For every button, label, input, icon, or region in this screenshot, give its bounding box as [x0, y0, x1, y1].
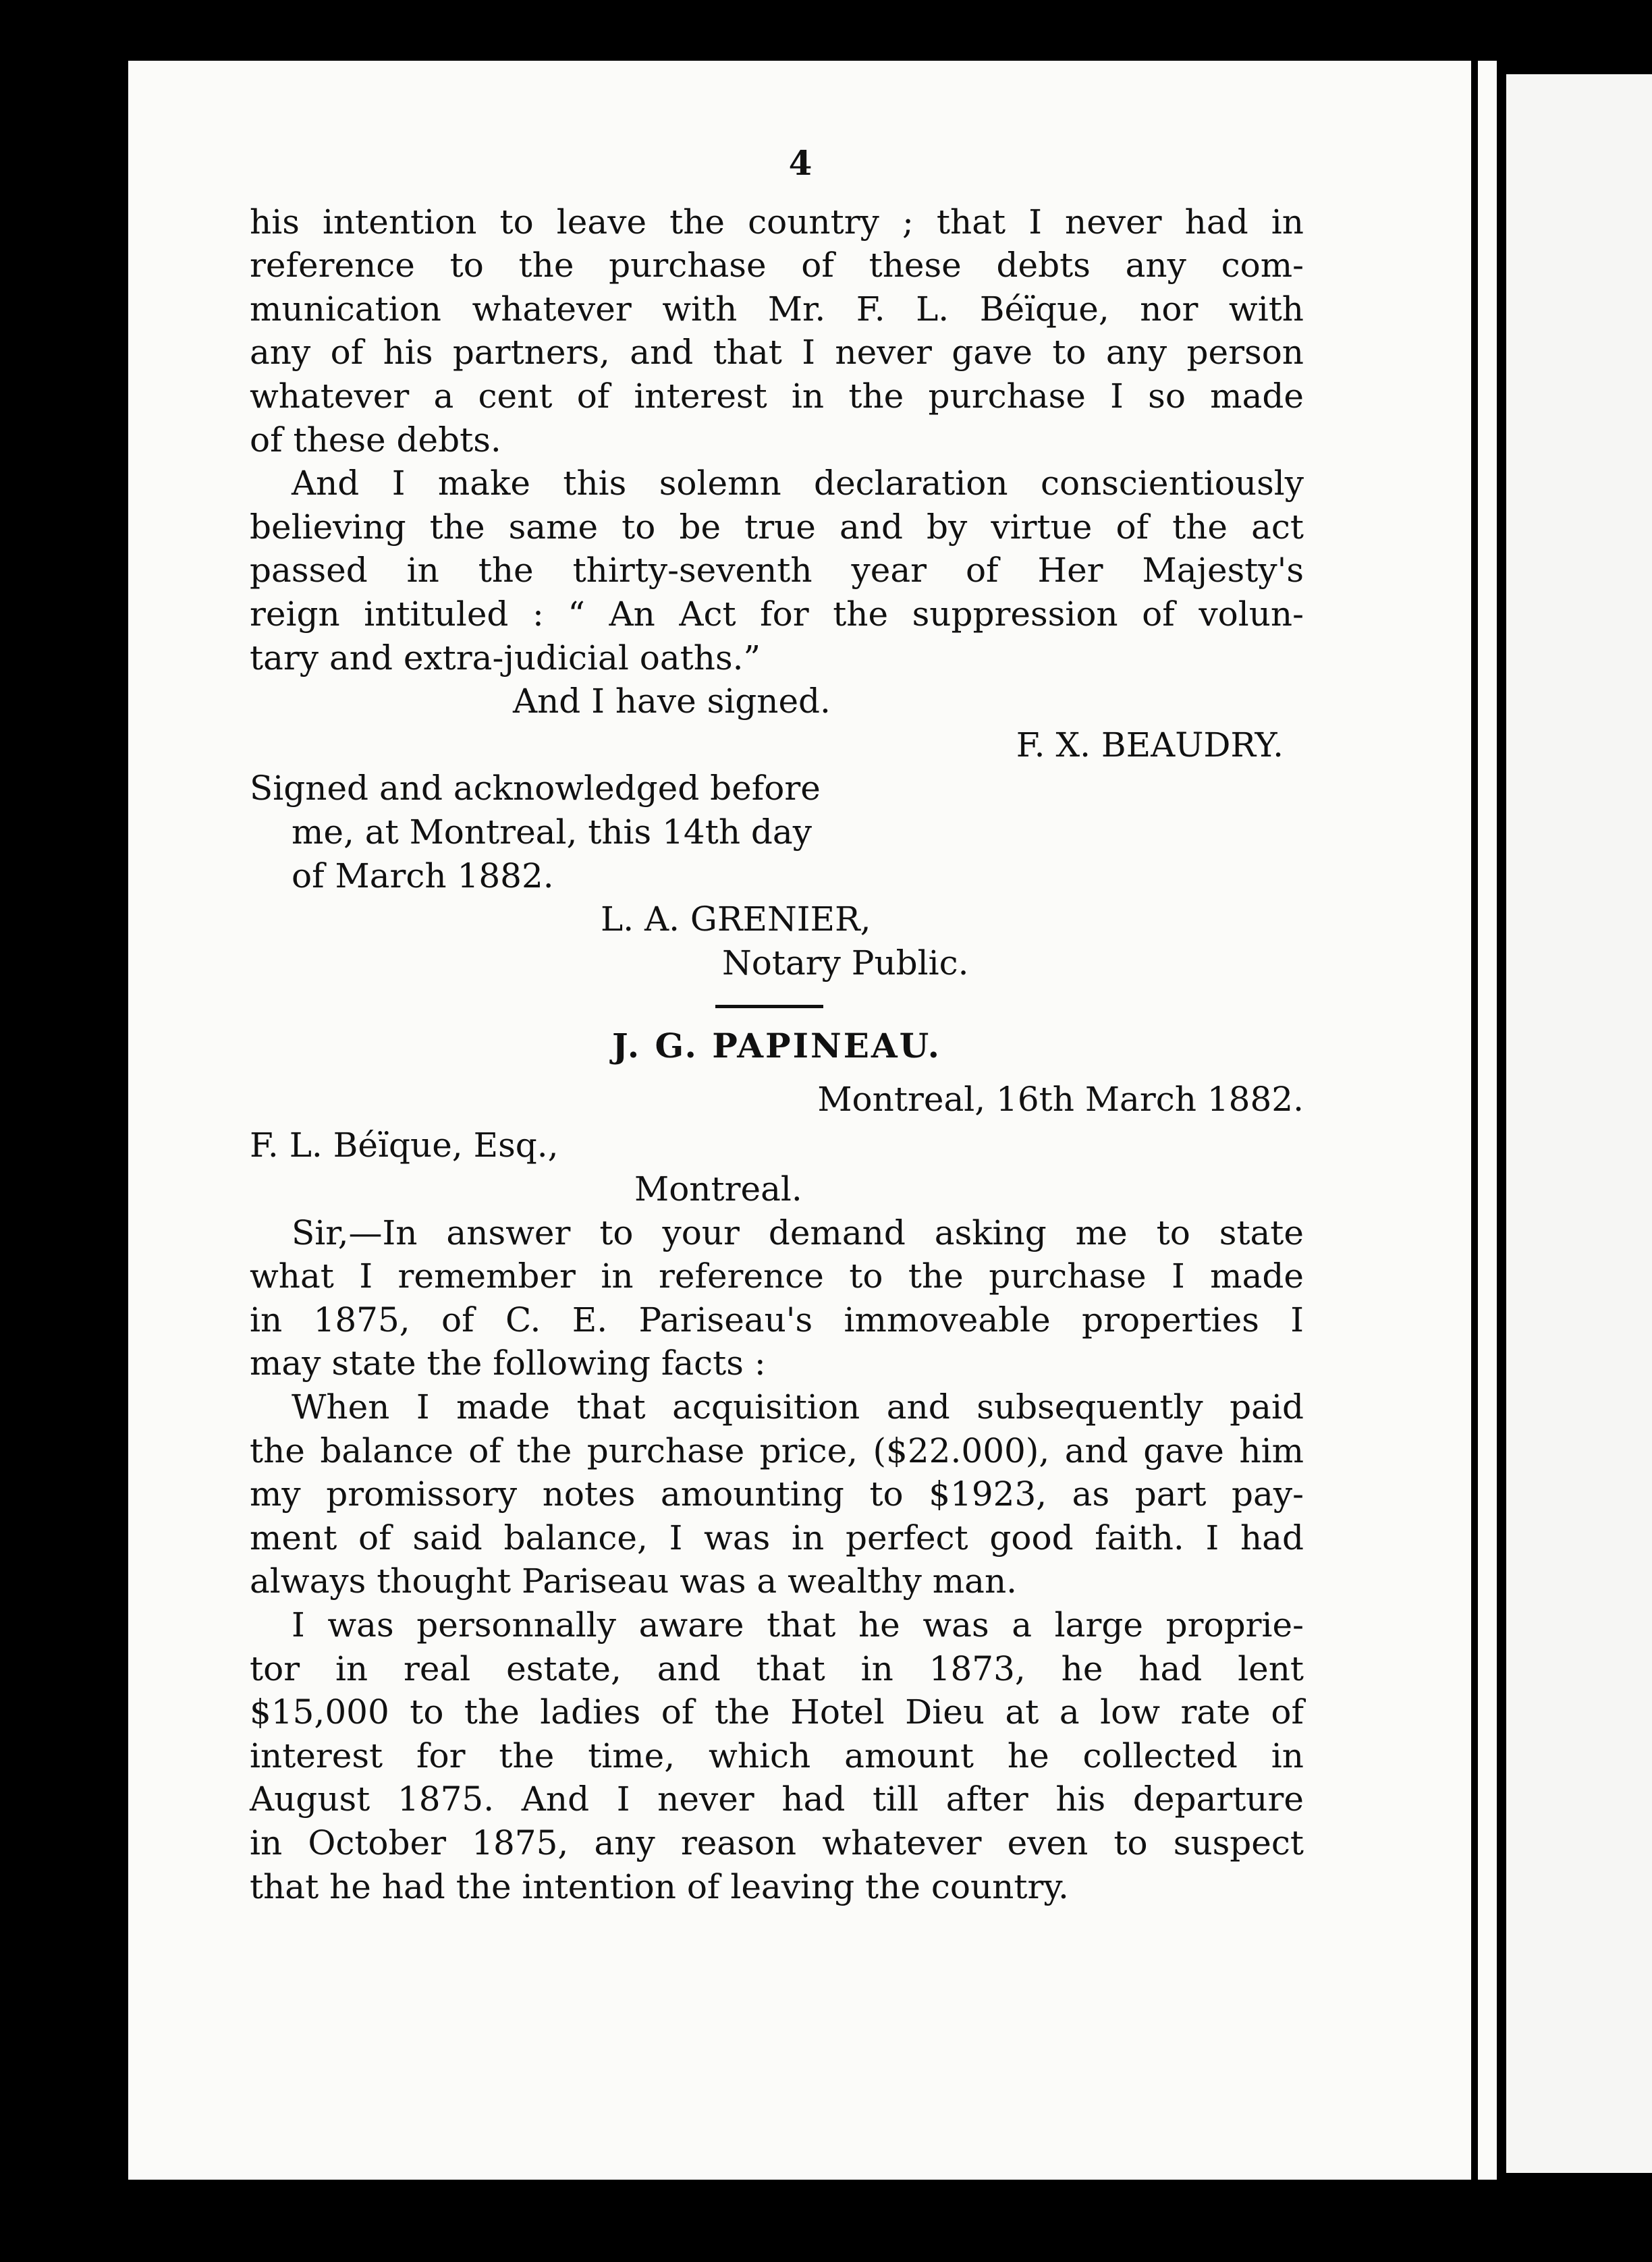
text-line: August 1875. And I never had till after his departure: [250, 1780, 1304, 1819]
signed-statement: And I have signed.: [513, 682, 831, 721]
page-text: [250, 142, 1304, 1908]
text-line: tor in real estate, and that in 1873, he had lent: [250, 1649, 1304, 1688]
page-number: 4: [788, 143, 813, 183]
text-line: reign intituled : “ An Act for the suppression of volun-: [250, 594, 1304, 634]
text-line: $15,000 to the ladies of the Hotel Dieu at a low rate of: [250, 1692, 1304, 1732]
text-line: may state the following facts :: [250, 1344, 766, 1383]
paragraph-2: [250, 462, 1304, 680]
notary-title: Notary Public.: [722, 943, 969, 983]
text-line: ment of said balance, I was in perfect good faith. I had: [250, 1518, 1304, 1557]
text-line: whatever a cent of interest in the purchase I so made: [250, 376, 1304, 416]
adjacent-page: [1506, 74, 1652, 2173]
letter-date: Montreal, 16th March 1882.: [817, 1079, 1304, 1119]
acknowledgement-line: me, at Montreal, this 14th day: [292, 812, 812, 852]
acknowledgement-line: of March 1882.: [292, 856, 554, 895]
text-line: his intention to leave the country ; that I never had in: [250, 202, 1304, 242]
document-page: [128, 61, 1471, 2180]
addressee-city: Montreal.: [634, 1169, 802, 1209]
text-line: Sir,—In answer to your demand asking me to state: [292, 1213, 1304, 1252]
text-line: When I made that acquisition and subsequently paid: [292, 1387, 1304, 1427]
text-line: what I remember in reference to the purchase I made: [250, 1257, 1304, 1296]
text-line: passed in the thirty-seventh year of Her Majesty's: [250, 551, 1304, 590]
text-line: believing the same to be true and by virtue of the act: [250, 507, 1304, 547]
text-line: interest for the time, which amount he collected in: [250, 1736, 1304, 1775]
page-edge: [1478, 61, 1497, 2180]
text-line: my promissory notes amounting to $1923, as part pay-: [250, 1474, 1304, 1514]
text-line: the balance of the purchase price, ($22.000), and gave him: [250, 1431, 1304, 1470]
text-line: reference to the purchase of these debts any com-: [250, 246, 1304, 285]
text-line: I was personnally aware that he was a large proprie-: [292, 1605, 1304, 1645]
section-heading: J. G. PAPINEAU.: [611, 1026, 942, 1066]
addressee-name: F. L. Béïque, Esq.,: [250, 1126, 559, 1165]
signature-beaudry: F. X. BEAUDRY.: [1016, 725, 1284, 765]
section-divider: [715, 1005, 823, 1008]
paragraph-1: [250, 200, 1304, 462]
text-line: that he had the intention of leaving the country.: [250, 1867, 1069, 1906]
notary-name: L. A. GRENIER,: [601, 900, 871, 939]
text-line: in 1875, of C. E. Pariseau's immoveable properties I: [250, 1300, 1304, 1340]
paragraph-4: [250, 1385, 1304, 1603]
text-line: tary and extra-judicial oaths.”: [250, 638, 761, 678]
text-line: always thought Pariseau was a wealthy man.: [250, 1562, 1018, 1601]
text-line: in October 1875, any reason whatever even to suspect: [250, 1823, 1304, 1863]
acknowledgement-line: Signed and acknowledged before: [250, 769, 821, 808]
text-line: any of his partners, and that I never gave to any person: [250, 333, 1304, 373]
text-line: munication whatever with Mr. F. L. Béïque, nor with: [250, 289, 1304, 329]
paragraph-3: [250, 1211, 1304, 1385]
text-line: And I make this solemn declaration conscientiously: [292, 464, 1304, 503]
paragraph-5: [250, 1603, 1304, 1908]
text-line: of these debts.: [250, 420, 501, 460]
